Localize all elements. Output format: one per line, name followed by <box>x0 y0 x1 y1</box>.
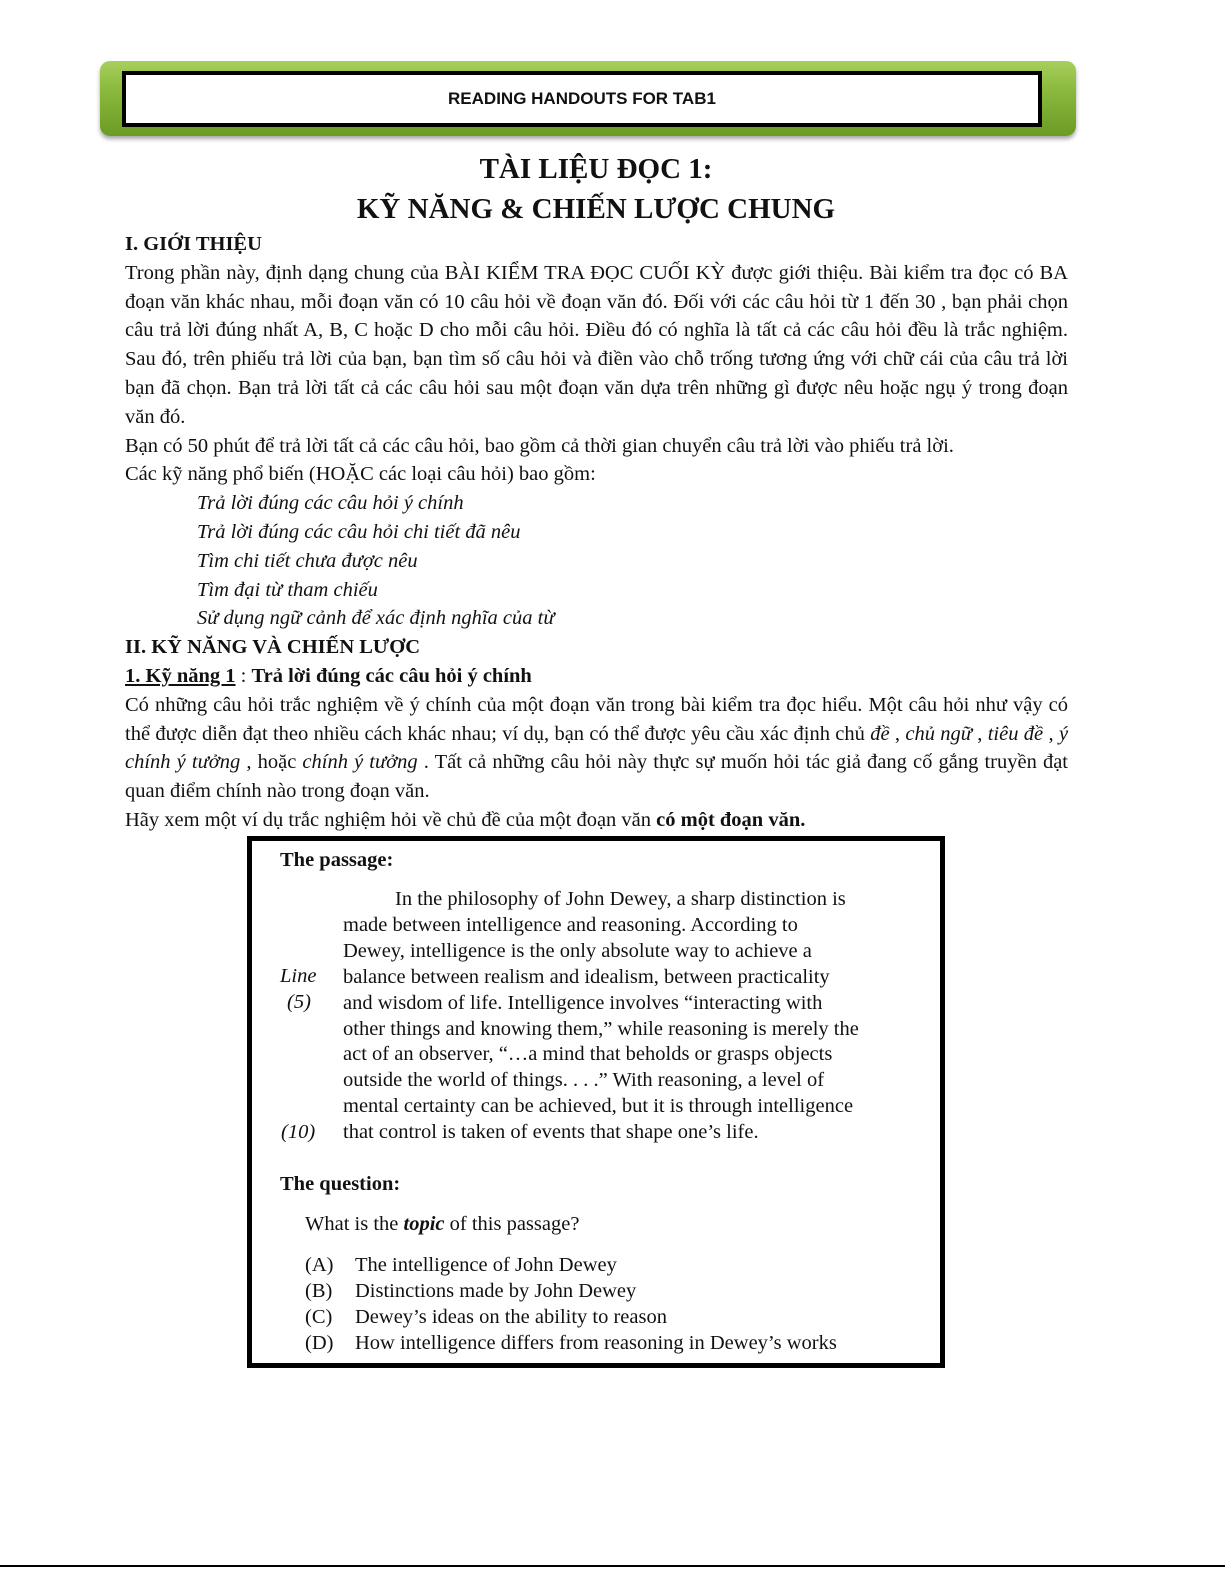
passage-line: outside the world of things. . . .” With reasoning, a level of <box>343 1069 825 1092</box>
skill1-separator: : <box>235 664 252 687</box>
skill1-label: 1. Kỹ năng 1 <box>125 664 236 687</box>
term-title: tiêu đề <box>987 722 1044 745</box>
passage-text <box>343 887 943 1146</box>
question-text <box>305 1213 579 1236</box>
para-text: Có những câu hỏi trắc nghiệm về ý chính của một đoạn văn trong bài kiểm tra đọc hiểu. Một câu hỏi như vậy có thể được diễn đạt theo nhiều cách khác nhau; ví dụ, bạn có thể được yêu cầu xác định chủ <box>125 693 1068 745</box>
example-figure <box>247 836 945 1368</box>
question-pre: What is the <box>305 1213 404 1235</box>
doc-title-line1: TÀI LIỆU ĐỌC 1: <box>479 153 713 185</box>
term-main-point: chính ý tưởng <box>302 751 418 774</box>
section1-heading: I. GIỚI THIỆU <box>125 233 262 255</box>
option-letter: (C) <box>305 1306 333 1328</box>
option-text: Dewey’s ideas on the ability to reason <box>355 1306 667 1328</box>
passage-line: and wisdom of life. Intelligence involves “interacting with <box>343 991 823 1014</box>
banner-label: READING HANDOUTS FOR TAB1 <box>122 71 1042 127</box>
section2-heading: II. KỸ NĂNG VÀ CHIẾN LƯỢC <box>125 636 420 659</box>
example-intro-bold: có một đoạn văn. <box>656 808 806 831</box>
skill-item: Trả lời đúng các câu hỏi ý chính <box>197 492 464 515</box>
passage-line: made between intelligence and reasoning. According to <box>343 913 798 936</box>
line-number-10: (10) <box>281 1121 316 1143</box>
question-post: of this passage? <box>444 1213 580 1235</box>
passage-label: The passage: <box>280 849 394 871</box>
skills-list <box>125 489 1068 633</box>
option-text: How intelligence differs from reasoning in Dewey’s works <box>355 1332 837 1354</box>
option-letter: (D) <box>305 1332 334 1354</box>
example-intro <box>125 806 1068 835</box>
passage-line: other things and knowing them,” while reasoning is merely the <box>343 1017 859 1040</box>
passage-line: In the philosophy of John Dewey, a sharp distinction is <box>395 888 846 910</box>
doc-title-line2: KỸ NĂNG & CHIẾN LƯỢC CHUNG <box>356 193 836 225</box>
option-text: The intelligence of John Dewey <box>355 1254 617 1276</box>
passage-line: act of an observer, “…a mind that beholds or grasps objects <box>343 1043 833 1066</box>
skill-item: Sử dụng ngữ cảnh để xác định nghĩa của từ <box>197 607 555 630</box>
term-main-idea: ý chính ý tưởng <box>125 722 1069 774</box>
option-letter: (B) <box>305 1280 333 1302</box>
question-label: The question: <box>280 1173 401 1195</box>
passage-line: Dewey, intelligence is the only absolute way to achieve a <box>343 939 812 962</box>
main-idea-paragraph <box>125 691 1068 806</box>
question-emphasis: topic <box>403 1213 445 1235</box>
skill-item: Tìm chi tiết chưa được nêu <box>197 549 418 572</box>
example-intro-text: Hãy xem một ví dụ trắc nghiệm hỏi về chủ đề của một đoạn văn <box>125 808 657 831</box>
term-topic: đề <box>870 722 890 745</box>
separator: , <box>889 722 906 745</box>
option-b <box>305 1278 837 1304</box>
document-body <box>125 230 1068 835</box>
separator: , <box>1043 722 1059 745</box>
page-bottom-rule <box>0 1565 1225 1567</box>
option-a <box>305 1252 837 1278</box>
line-label: Line <box>280 965 317 987</box>
skill1-title: Trả lời đúng các câu hỏi ý chính <box>251 664 532 687</box>
term-subject: chủ ngữ <box>905 722 972 745</box>
passage-line: that control is taken of events that shape one’s life. <box>343 1121 759 1144</box>
skills-intro: Các kỹ năng phổ biến (HOẶC các loại câu hỏi) bao gồm: <box>125 463 596 486</box>
skill-item: Tìm đại từ tham chiếu <box>197 578 378 601</box>
skill-item: Trả lời đúng các câu hỏi chi tiết đã nêu <box>197 520 521 543</box>
header-banner <box>100 61 1076 136</box>
option-c <box>305 1304 837 1330</box>
skill1-heading <box>125 662 1068 691</box>
answer-options <box>305 1252 837 1356</box>
option-text: Distinctions made by John Dewey <box>355 1280 637 1302</box>
separator: , hoặc <box>240 751 303 774</box>
passage-line: balance between realism and idealism, between practicality <box>343 965 830 988</box>
line-number-5: (5) <box>287 991 311 1013</box>
passage-line: mental certainty can be achieved, but it is through intelligence <box>343 1095 854 1118</box>
option-d <box>305 1330 837 1356</box>
para-text: . Tất cả những câu hỏi này thực sự muốn hỏi tác giả đang cố gắng truyền đạt quan điểm chính nào trong đoạn văn. <box>125 751 1069 803</box>
separator: , <box>971 722 988 745</box>
option-letter: (A) <box>305 1254 334 1276</box>
time-paragraph: Bạn có 50 phút để trả lời tất cả các câu hỏi, bao gồm cả thời gian chuyển câu trả lời vào phiếu trả lời. <box>125 434 954 457</box>
intro-paragraph: Trong phần này, định dạng chung của BÀI KIỂM TRA ĐỌC CUỐI KỲ được giới thiệu. Bài kiểm tra đọc có BA đoạn văn khác nhau, mỗi đoạn văn có 10 câu hỏi về đoạn văn đó. Đối với các câu hỏi từ 1 đến 30 , bạn phải chọn câu trả lời đúng nhất A, B, C hoặc D cho mỗi câu hỏi. Điều đó có nghĩa là tất cả các câu hỏi đều là trắc nghiệm. Sau đó, trên phiếu trả lời của bạn, bạn tìm số câu hỏi và điền vào chỗ trống tương ứng với chữ cái của câu trả lời bạn đã chọn. Bạn trả lời tất cả các câu hỏi sau một đoạn văn dựa trên những gì được nêu hoặc ngụ ý trong đoạn văn đó. <box>125 261 1068 428</box>
